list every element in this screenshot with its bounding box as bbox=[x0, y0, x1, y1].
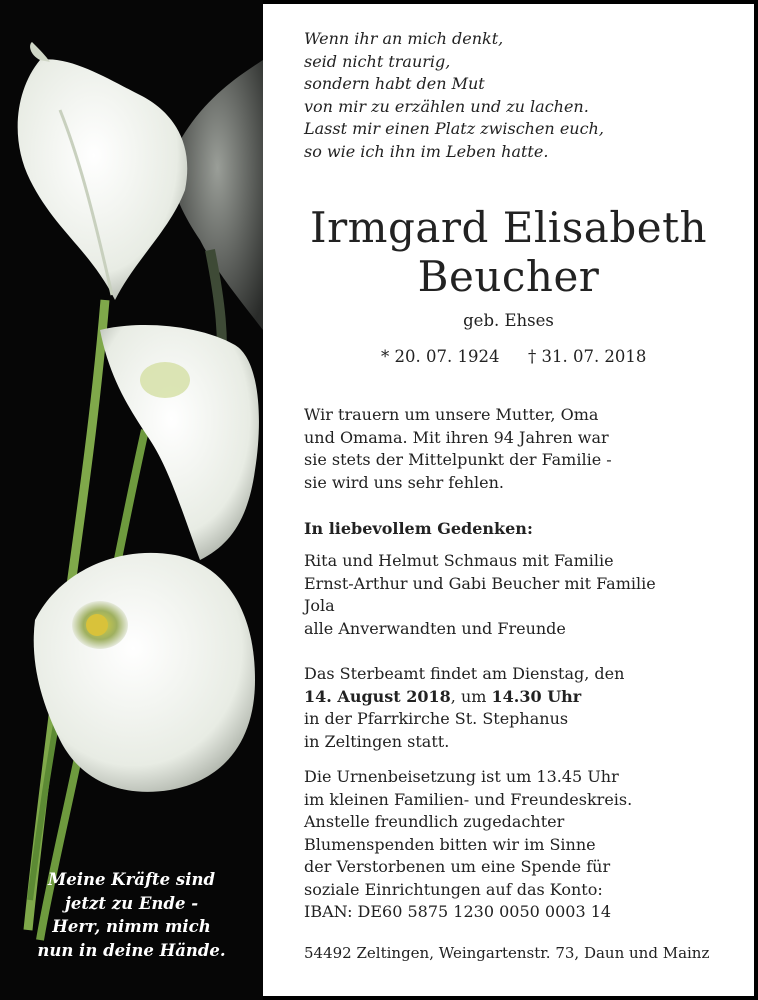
mourning-line: sie wird uns sehr fehlen. bbox=[304, 472, 504, 492]
urn-line: im kleinen Familien- und Freundeskreis. bbox=[304, 789, 633, 809]
urn-info bbox=[304, 766, 632, 924]
service-info bbox=[304, 663, 624, 753]
service-sep: , um bbox=[450, 686, 492, 706]
mourning-line: Wir trauern um unsere Mutter, Oma bbox=[304, 405, 599, 424]
mourners-list bbox=[304, 550, 656, 640]
top-poem-line: von mir zu erzählen und zu lachen. bbox=[304, 96, 589, 116]
mourner-line: alle Anverwandten und Freunde bbox=[304, 618, 566, 638]
remembrance-heading bbox=[304, 518, 533, 541]
birth-name: geb. Ehses bbox=[463, 311, 554, 330]
mourning-text bbox=[304, 404, 612, 494]
left-poem-line: jetzt zu Ende - bbox=[64, 893, 199, 913]
mourner-line: Jola bbox=[304, 596, 335, 615]
top-poem-line: Wenn ihr an mich denkt, bbox=[304, 29, 504, 48]
left-poem-line: Herr, nimm mich bbox=[52, 917, 211, 936]
service-line: in der Pfarrkirche St. Stephanus bbox=[304, 709, 569, 728]
remembrance-heading-text: In liebevollem Gedenken: bbox=[304, 519, 533, 538]
address-text: 54492 Zeltingen, Weingartenstr. 73, Daun und Mainz bbox=[304, 944, 710, 962]
death-date: † 31. 07. 2018 bbox=[527, 347, 647, 366]
service-line bbox=[304, 686, 624, 709]
left-poem-line: nun in deine Hände. bbox=[37, 940, 226, 960]
deceased-name-line1: Irmgard Elisabeth bbox=[309, 203, 708, 252]
iban-line: IBAN: DE60 5875 1230 0050 0003 14 bbox=[304, 902, 612, 921]
urn-line: Blumenspenden bitten wir im Sinne bbox=[304, 834, 596, 854]
urn-line: Anstelle freundlich zugedachter bbox=[304, 812, 565, 831]
life-dates bbox=[381, 347, 646, 366]
calla-lily-image bbox=[0, 0, 263, 1000]
address bbox=[304, 942, 709, 965]
top-poem-line: seid nicht traurig, bbox=[304, 51, 451, 71]
urn-line: soziale Einrichtungen auf das Konto: bbox=[304, 879, 603, 899]
left-image-panel bbox=[0, 0, 263, 1000]
mourning-line: und Omama. Mit ihren 94 Jahren war bbox=[304, 427, 609, 447]
urn-line: der Verstorbenen um eine Spende für bbox=[304, 857, 611, 876]
text-panel bbox=[263, 4, 754, 996]
left-poem bbox=[0, 868, 263, 962]
top-poem-line: Lasst mir einen Platz zwischen euch, bbox=[304, 119, 604, 138]
top-poem-line: so wie ich ihn im Leben hatte. bbox=[304, 141, 549, 161]
mourner-line: Ernst-Arthur und Gabi Beucher mit Familie bbox=[304, 573, 656, 593]
top-poem-line: sondern habt den Mut bbox=[304, 74, 485, 93]
urn-line: Die Urnenbeisetzung ist um 13.45 Uhr bbox=[304, 767, 619, 786]
service-date: 14. August 2018 bbox=[304, 686, 451, 706]
service-line: in Zeltingen statt. bbox=[304, 731, 450, 751]
service-time: 14.30 Uhr bbox=[491, 686, 582, 706]
service-line: Das Sterbeamt findet am Dienstag, den bbox=[304, 664, 625, 683]
left-poem-line: Meine Kräfte sind bbox=[47, 870, 216, 889]
top-poem bbox=[304, 28, 604, 163]
mourner-line: Rita und Helmut Schmaus mit Familie bbox=[304, 551, 614, 570]
deceased-name-line2: Beucher bbox=[417, 252, 600, 301]
birth-date: * 20. 07. 1924 bbox=[381, 347, 500, 366]
mourning-line: sie stets der Mittelpunkt der Familie - bbox=[304, 450, 612, 469]
